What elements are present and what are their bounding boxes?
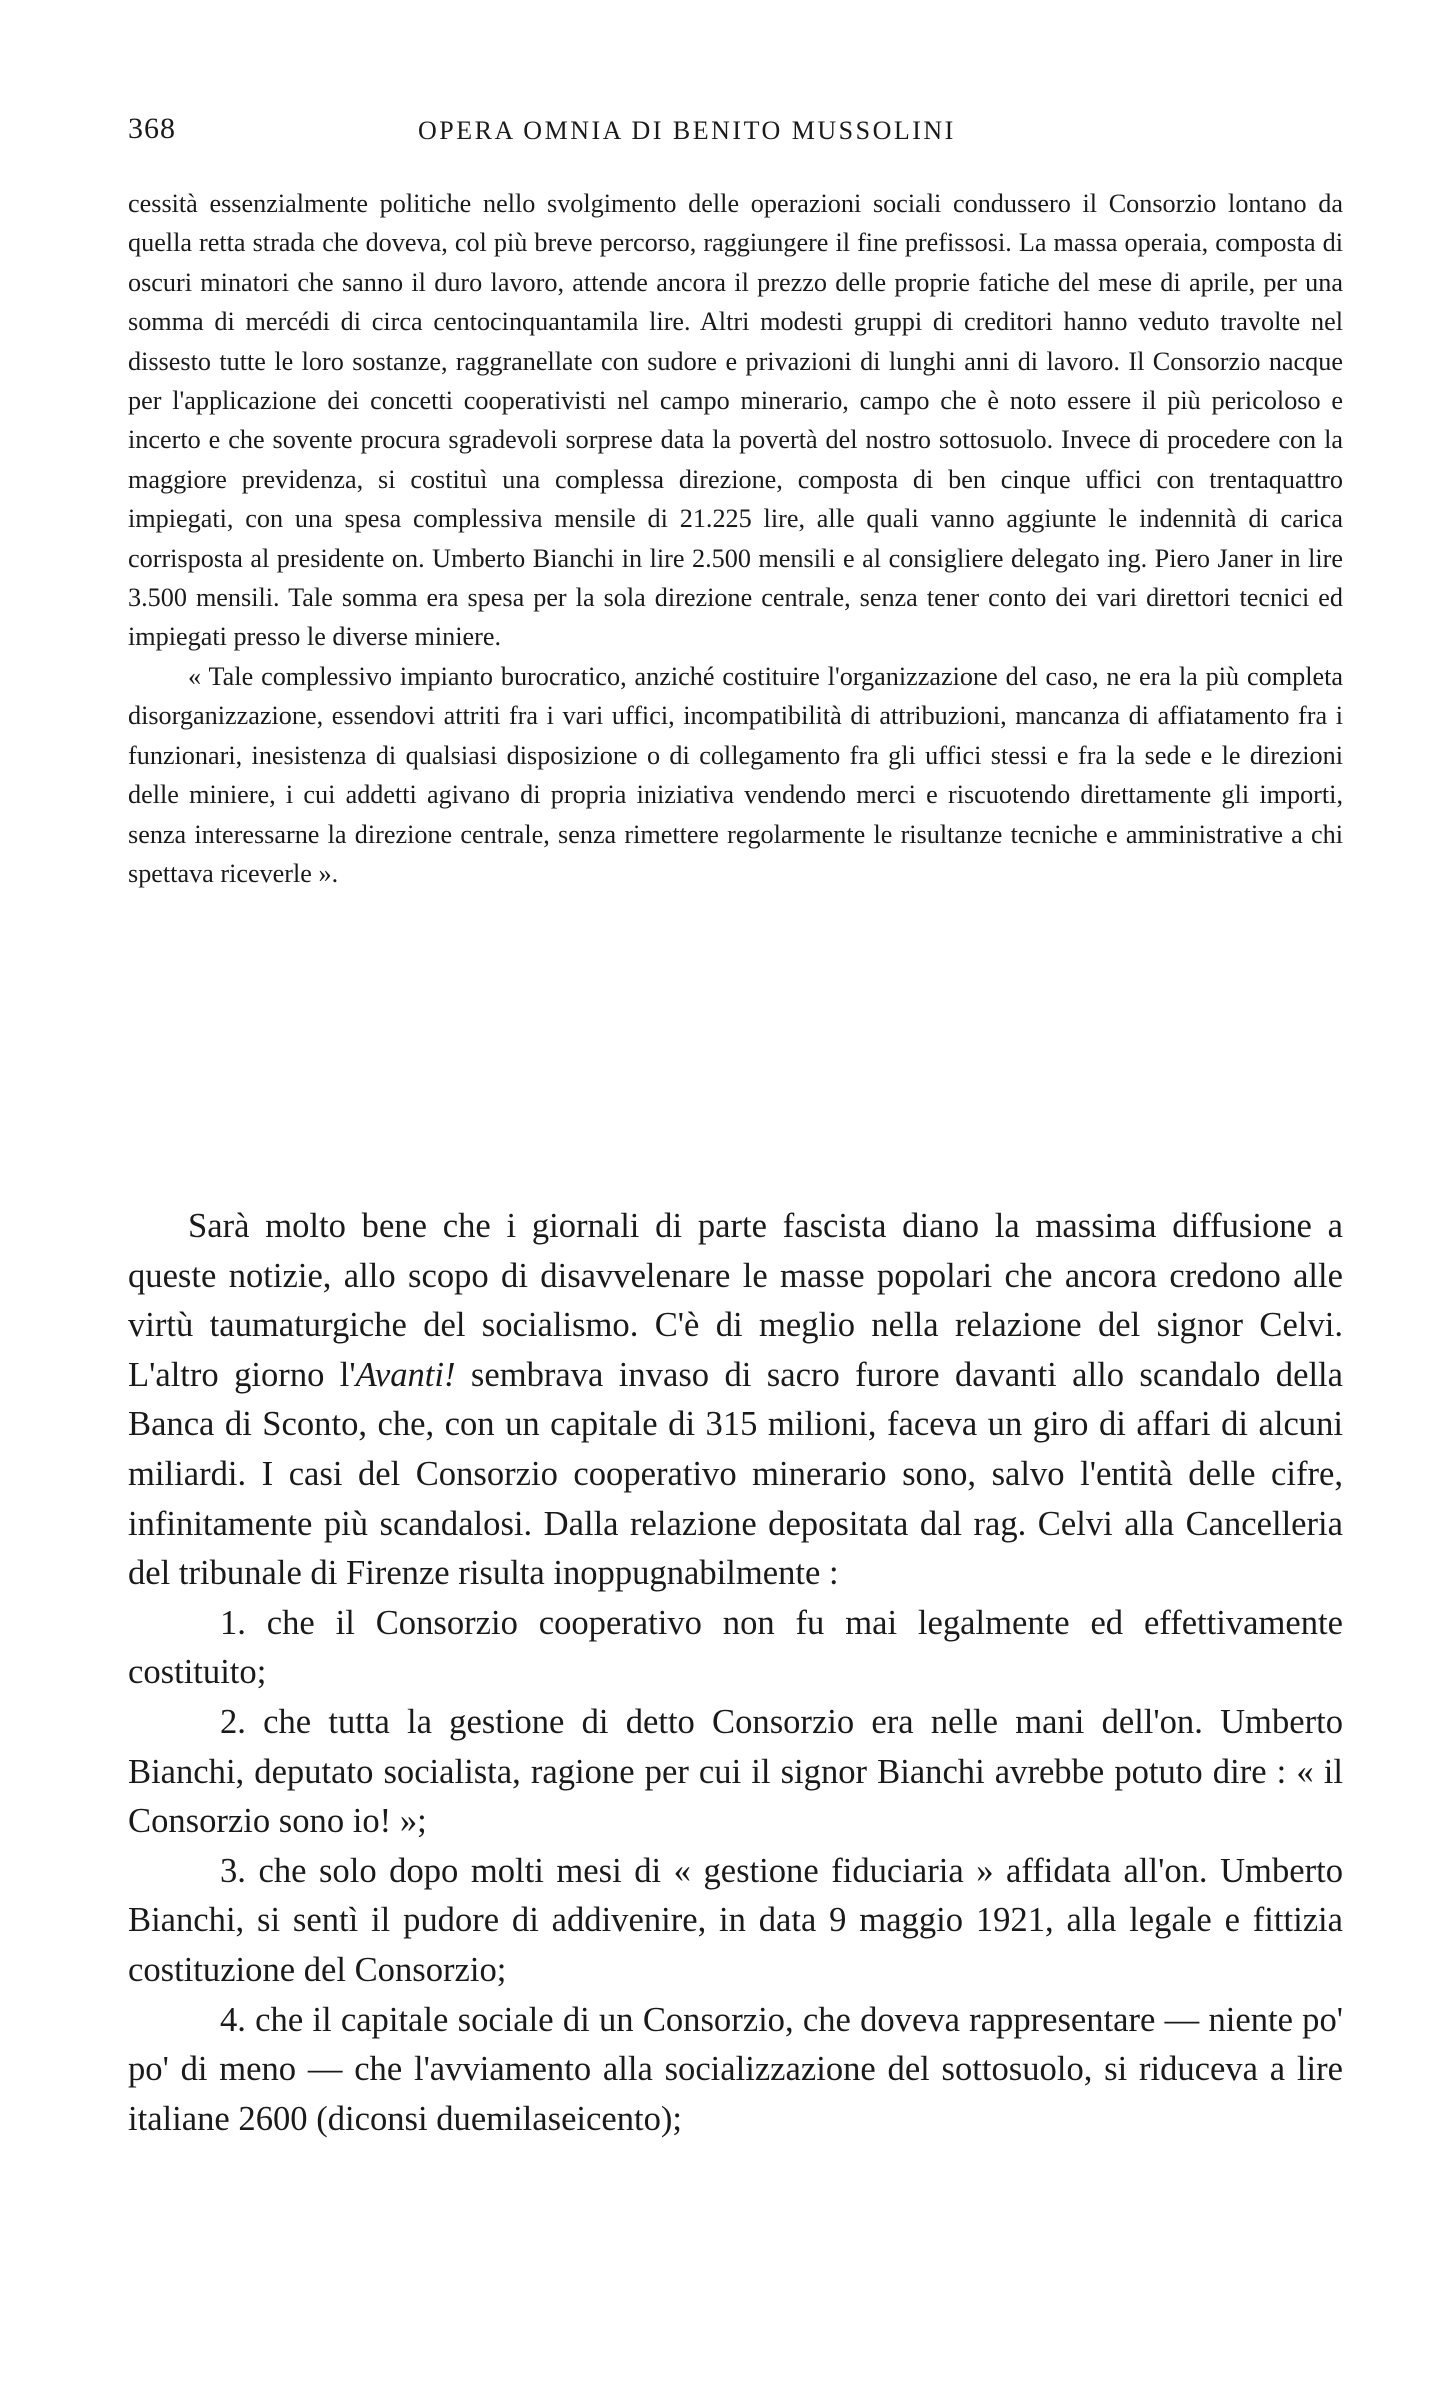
body-text: sembrava invaso di sacro furore davanti allo scandalo della Banca di Sconto, che, con un capitale di 315 milioni, faceva un giro di affari di alcuni miliardi. I casi del Consorzio cooperativo minerario sono, salvo l'entità delle cifre, infinitamente più scandalosi. Dalla relazione depositata dal rag. Celvi alla Cancelleria del tribunale di Firenze risulta inoppugnabilmente : [128, 1355, 1344, 1593]
quoted-report-excerpt [128, 184, 1343, 893]
list-item: 3. che solo dopo molti mesi di « gestione fiduciaria » affidata all'on. Umberto Bianchi, si sentì il pudore di addivenire, in data 9 maggio 1921, alla legale e fittizia costituzione del Consorzio; [128, 1851, 1343, 1989]
quote-paragraph: « Tale complessivo impianto burocratico, anziché costituire l'organizzazione del caso, ne era la più completa disorganizzazione, essendovi attriti fra i vari uffici, incompatibilità di attribuzioni, mancanza di affiatamento fra i funzionari, inesistenza di qualsiasi disposizione o di collegamento fra gli uffici stessi e fra la sede e le direzioni delle miniere, i cui addetti agivano di propria iniziativa vendendo merci e riscuotendo direttamente gli importi, senza interessarne la direzione centrale, senza rimettere regolarmente le risultanze tecniche e amministrative a chi spettava riceverle ». [128, 661, 1343, 888]
quote-paragraph: cessità essenzialmente politiche nello svolgimento delle operazioni sociali condussero il Consorzio lontano da quella retta strada che doveva, col più breve percorso, raggiungere il fine prefissosi. La massa operaia, composta di oscuri minatori che sanno il duro lavoro, attende ancora il prezzo delle proprie fatiche del mese di aprile, per una somma di mercédi di circa centocinquantamila lire. Altri modesti gruppi di creditori hanno veduto travolte nel dissesto tutte le loro sostanze, raggranellate con sudore e privazioni di lunghi anni di lavoro. Il Consorzio nacque per l'applicazione dei concetti cooperativisti nel campo minerario, campo che è noto essere il più pericoloso e incerto e che sovente procura sgradevoli sorprese data la povertà del nostro sottosuolo. Invece di procedere con la maggiore previdenza, si costituì una complessa direzione, composta di ben cinque uffici con trentaquattro impiegati, con una spesa complessiva mensile di 21.225 lire, alle quali vanno aggiunte le indennità di carica corrisposta al presidente on. Umberto Bianchi in lire 2.500 mensili e al consigliere delegato ing. Piero Janer in lire 3.500 mensili. Tale somma era spesa per la sola direzione centrale, senza tener conto dei vari direttori tecnici ed impiegati presso le diverse miniere. [128, 189, 1343, 652]
list-item: 2. che tutta la gestione di detto Consorzio era nelle mani dell'on. Umberto Bianchi, deputato socialista, ragione per cui il signor Bianchi avrebbe potuto dire : « il Consorzio sono io! »; [128, 1702, 1343, 1841]
body-paragraph [128, 1202, 1343, 1599]
running-title: OPERA OMNIA DI BENITO MUSSOLINI [418, 116, 956, 145]
page-header [128, 112, 1343, 156]
list-item: 4. che il capitale sociale di un Consorzio, che doveva rappresentare — niente po' po' di meno — che l'avviamento alla socializzazione del sottosuolo, si riduceva a lire italiane 2600 (diconsi duemilaseicento); [128, 2000, 1343, 2138]
list-item: 1. che il Consorzio cooperativo non fu mai legalmente ed effettivamente costituito; [128, 1603, 1343, 1692]
page-number: 368 [128, 112, 176, 145]
main-text [128, 1202, 1343, 2144]
newspaper-title: Avanti! [355, 1355, 456, 1394]
body-text: Sarà molto bene che i giornali di parte fascista diano la massima diffusione a queste notizie, allo scopo di disavvelenare le masse popolari che ancora credono alle virtù taumaturgiche del socialismo. C'è di meglio nella relazione del signor Celvi. L'altro giorno l' [128, 1207, 1343, 1394]
